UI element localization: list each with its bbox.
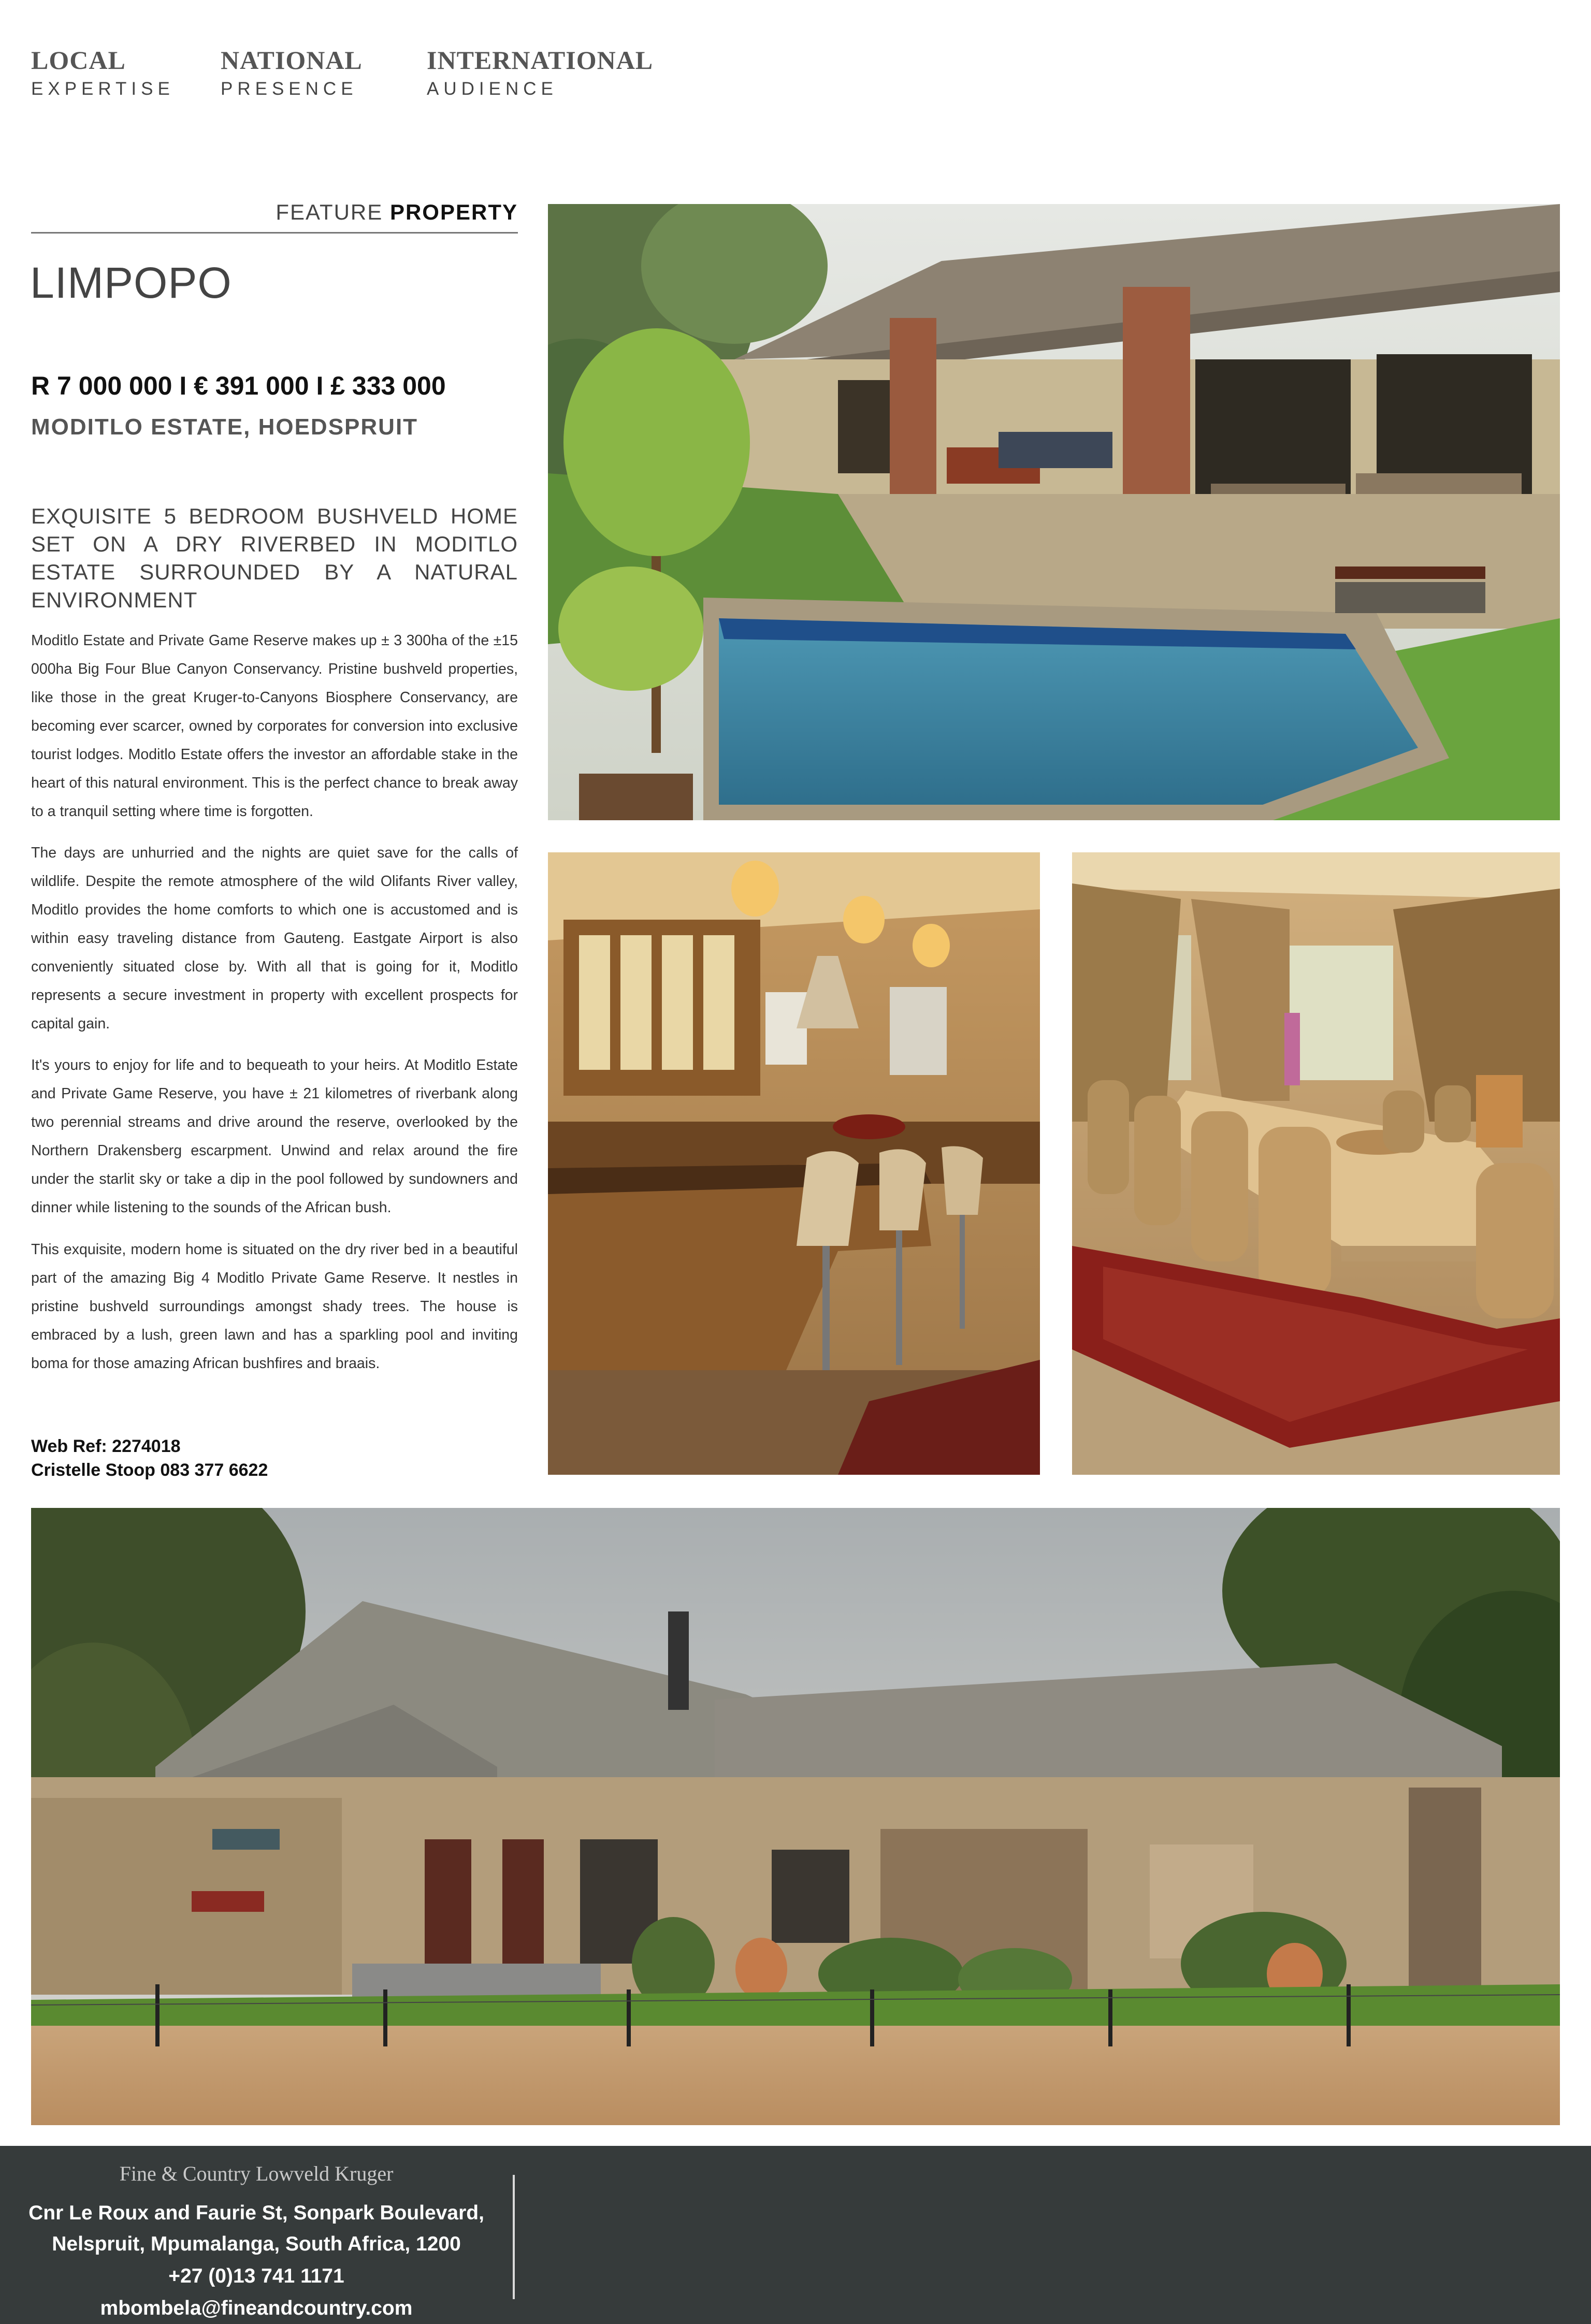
kitchen-photo xyxy=(548,852,1040,1475)
agent-contact: Cristelle Stoop 083 377 6622 xyxy=(31,1460,268,1480)
office-name: Fine & Country Lowveld Kruger xyxy=(119,2162,394,2185)
tagline-national xyxy=(221,46,363,99)
description-paragraph: The days are unhurried and the nights are quiet save for the calls of wildlife. Despite the remote atmosphere of the wild Olifants River valley, Moditlo provides the home comforts to which one is accustomed and is within easy traveling distance from Gauteng. Eastgate Airport is also conveniently situated close by. With all that is going for it, Moditlo represents a secure investment in property with excellent prospects for capital gain. xyxy=(31,845,518,1032)
footer xyxy=(0,2146,1591,2324)
feature-property-label xyxy=(31,200,518,225)
tagline-subtitle: AUDIENCE xyxy=(427,79,558,99)
section-divider xyxy=(31,232,518,234)
feature-label-light: FEATURE xyxy=(276,200,390,224)
description-paragraph: This exquisite, modern home is situated on the dry river bed in a beautiful part of the amazing Big 4 Moditlo Private Game Reserve. It nestles in pristine bushveld surroundings amongst shady trees. The house is embraced by a lush, green lawn and has a sparkling pool and inviting boma for those amazing African bushfires and braais. xyxy=(31,1241,518,1372)
tagline-local xyxy=(31,46,175,99)
tagline-subtitle: EXPERTISE xyxy=(31,79,175,99)
phone-number[interactable]: +27 (0)13 741 1171 xyxy=(168,2265,344,2287)
location: MODITLO ESTATE, HOEDSPRUIT xyxy=(31,414,418,440)
tagline-international xyxy=(427,46,653,99)
tagline-subtitle: PRESENCE xyxy=(221,79,358,99)
feature-label-bold: PROPERTY xyxy=(389,200,518,224)
region-title: LIMPOPO xyxy=(30,258,232,307)
listing-headline: EXQUISITE 5 BEDROOM BUSHVELD HOME SET ON A DRY RIVERBED IN MODITLO ESTATE SURROUNDED BY A NATURAL ENVIRONMENT xyxy=(31,504,518,612)
tagline-title: NATIONAL xyxy=(221,46,363,75)
pool-patio-photo xyxy=(548,204,1560,820)
footer-divider xyxy=(513,2175,515,2299)
tagline-title: LOCAL xyxy=(31,46,126,75)
email-address[interactable]: mbombela@fineandcountry.com xyxy=(100,2297,413,2319)
description-paragraph: It's yours to enjoy for life and to bequeath to your heirs. At Moditlo Estate and Private Game Reserve, you have ± 21 kilometres of riverbank along two perennial streams and drive around the reserve, overlooked by the Northern Drakensberg escarpment. Unwind and relax around the fire under the starlit sky or take a dip in the pool followed by sundowners and dinner while listening to the sounds of the African bush. xyxy=(31,1057,518,1216)
address-line-2: Nelspruit, Mpumalanga, South Africa, 1200 xyxy=(52,2233,461,2255)
tagline-title: INTERNATIONAL xyxy=(427,46,654,75)
description-paragraph: Moditlo Estate and Private Game Reserve makes up ± 3 300ha of the ±15 000ha Big Four Blue Canyon Conservancy. Pristine bushveld properties, like those in the great Kruger-to-Canyons Biosphere Conservancy, are becoming ever scarcer, owned by corporates for conversion into exclusive tourist lodges. Moditlo Estate offers the investor an affordable stake in the heart of this natural environment. This is the perfect chance to break away to a tranquil setting where time is forgotten. xyxy=(31,632,518,820)
web-ref: Web Ref: 2274018 xyxy=(31,1436,181,1456)
house-exterior-photo xyxy=(31,1508,1560,2125)
price: R 7 000 000 I € 391 000 I £ 333 000 xyxy=(31,371,446,400)
dining-room-photo xyxy=(1072,852,1560,1475)
address-line-1: Cnr Le Roux and Faurie St, Sonpark Boulevard, xyxy=(28,2202,484,2224)
listing-reference xyxy=(31,1434,268,1482)
